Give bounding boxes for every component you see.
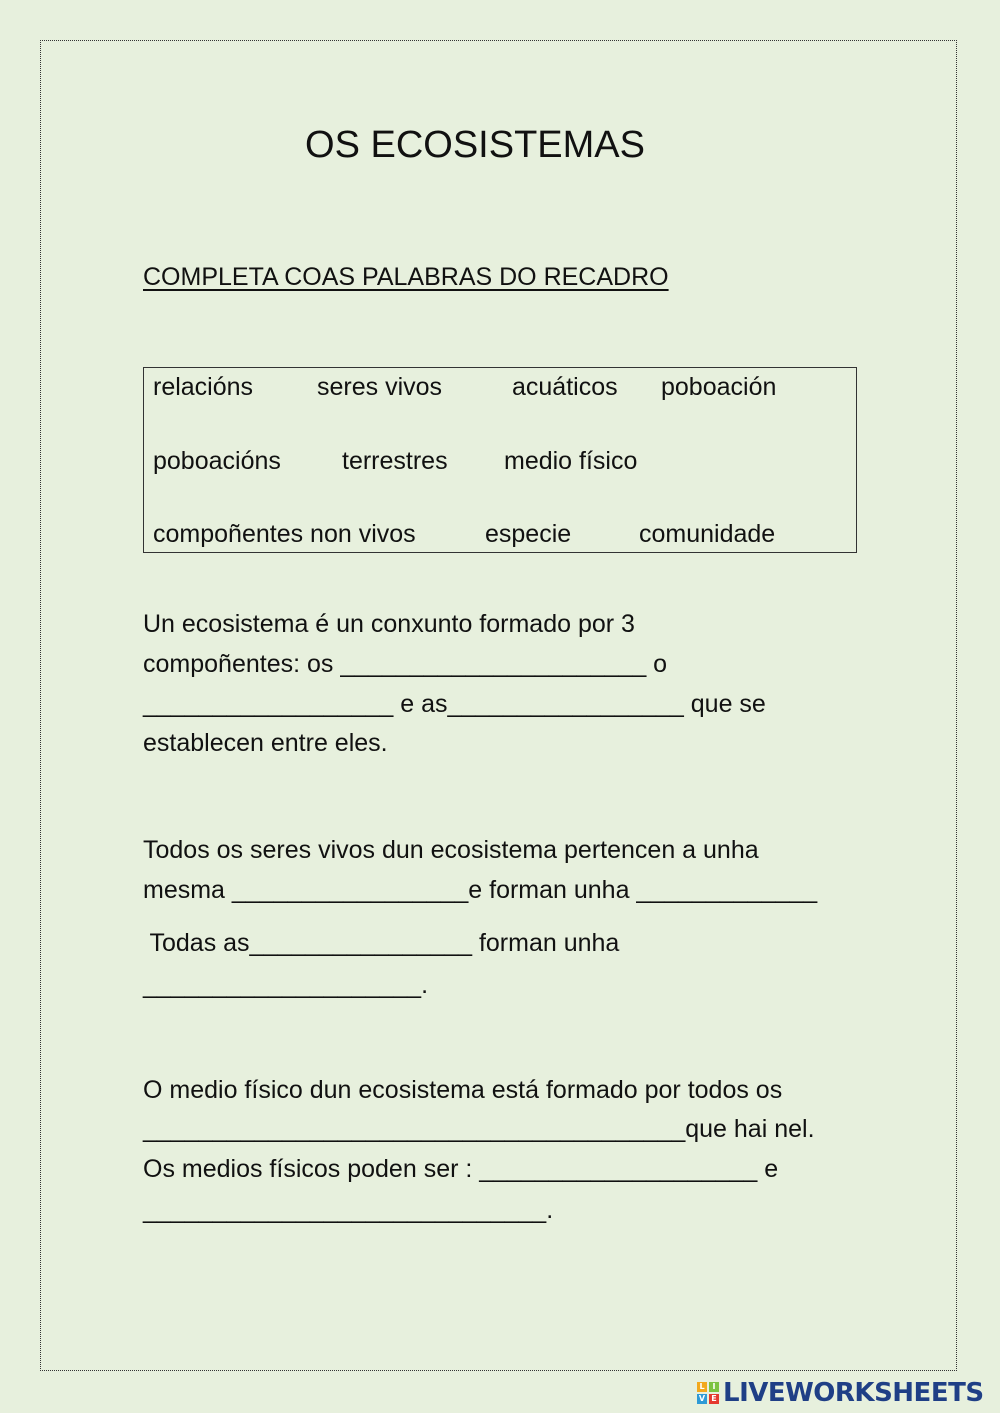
paragraph2-line: mesma _________________e forman unha _____________: [143, 876, 818, 904]
paragraph1-line: __________________ e as_________________ que se: [143, 690, 766, 718]
paragraph3-line: O medio físico dun ecosistema está formado por todos os: [143, 1076, 783, 1104]
word-bank-item: comunidade: [639, 520, 776, 548]
paragraph3-line: _____________________________.: [143, 1196, 554, 1224]
instruction-heading: COMPLETA COAS PALABRAS DO RECADRO: [143, 263, 669, 291]
paragraph2-line: Todos os seres vivos dun ecosistema pertencen a unha: [143, 836, 759, 864]
word-bank-item: poboación: [661, 373, 777, 401]
paragraph1-line: establecen entre eles.: [143, 729, 388, 757]
word-bank-box: [143, 367, 857, 553]
liveworksheets-logo: [697, 1375, 984, 1411]
liveworksheets-logo-text: LIVEWORKSHEETS: [723, 1378, 984, 1408]
liveworksheets-logo-icon: [697, 1382, 719, 1404]
paragraph3-line: Os medios físicos poden ser : ____________________ e: [143, 1155, 779, 1183]
word-bank-item: medio físico: [504, 447, 638, 475]
paragraph2-line: ____________________.: [143, 971, 429, 999]
logo-icon-letter: V: [698, 1394, 706, 1403]
word-bank-item: compoñentes non vivos: [153, 520, 416, 548]
logo-icon-letter: L: [697, 1382, 707, 1392]
logo-icon-letter: I: [709, 1382, 719, 1392]
word-bank-item: terrestres: [342, 447, 448, 475]
word-bank-item: poboacións: [153, 447, 281, 475]
word-bank-item: especie: [485, 520, 572, 548]
paragraph2-line: Todas as________________ forman unha: [143, 929, 620, 957]
word-bank-item: acuáticos: [512, 373, 618, 401]
logo-icon-letter: E: [709, 1394, 719, 1404]
paragraph1-line: Un ecosistema é un conxunto formado por 3: [143, 610, 635, 638]
paragraph3-line: _______________________________________que hai nel.: [143, 1115, 815, 1143]
page-title: OS ECOSISTEMAS: [305, 124, 645, 166]
word-bank-item: relacións: [153, 373, 254, 401]
paragraph1-line: compoñentes: os ______________________ o: [143, 650, 668, 678]
word-bank-item: seres vivos: [317, 373, 443, 401]
